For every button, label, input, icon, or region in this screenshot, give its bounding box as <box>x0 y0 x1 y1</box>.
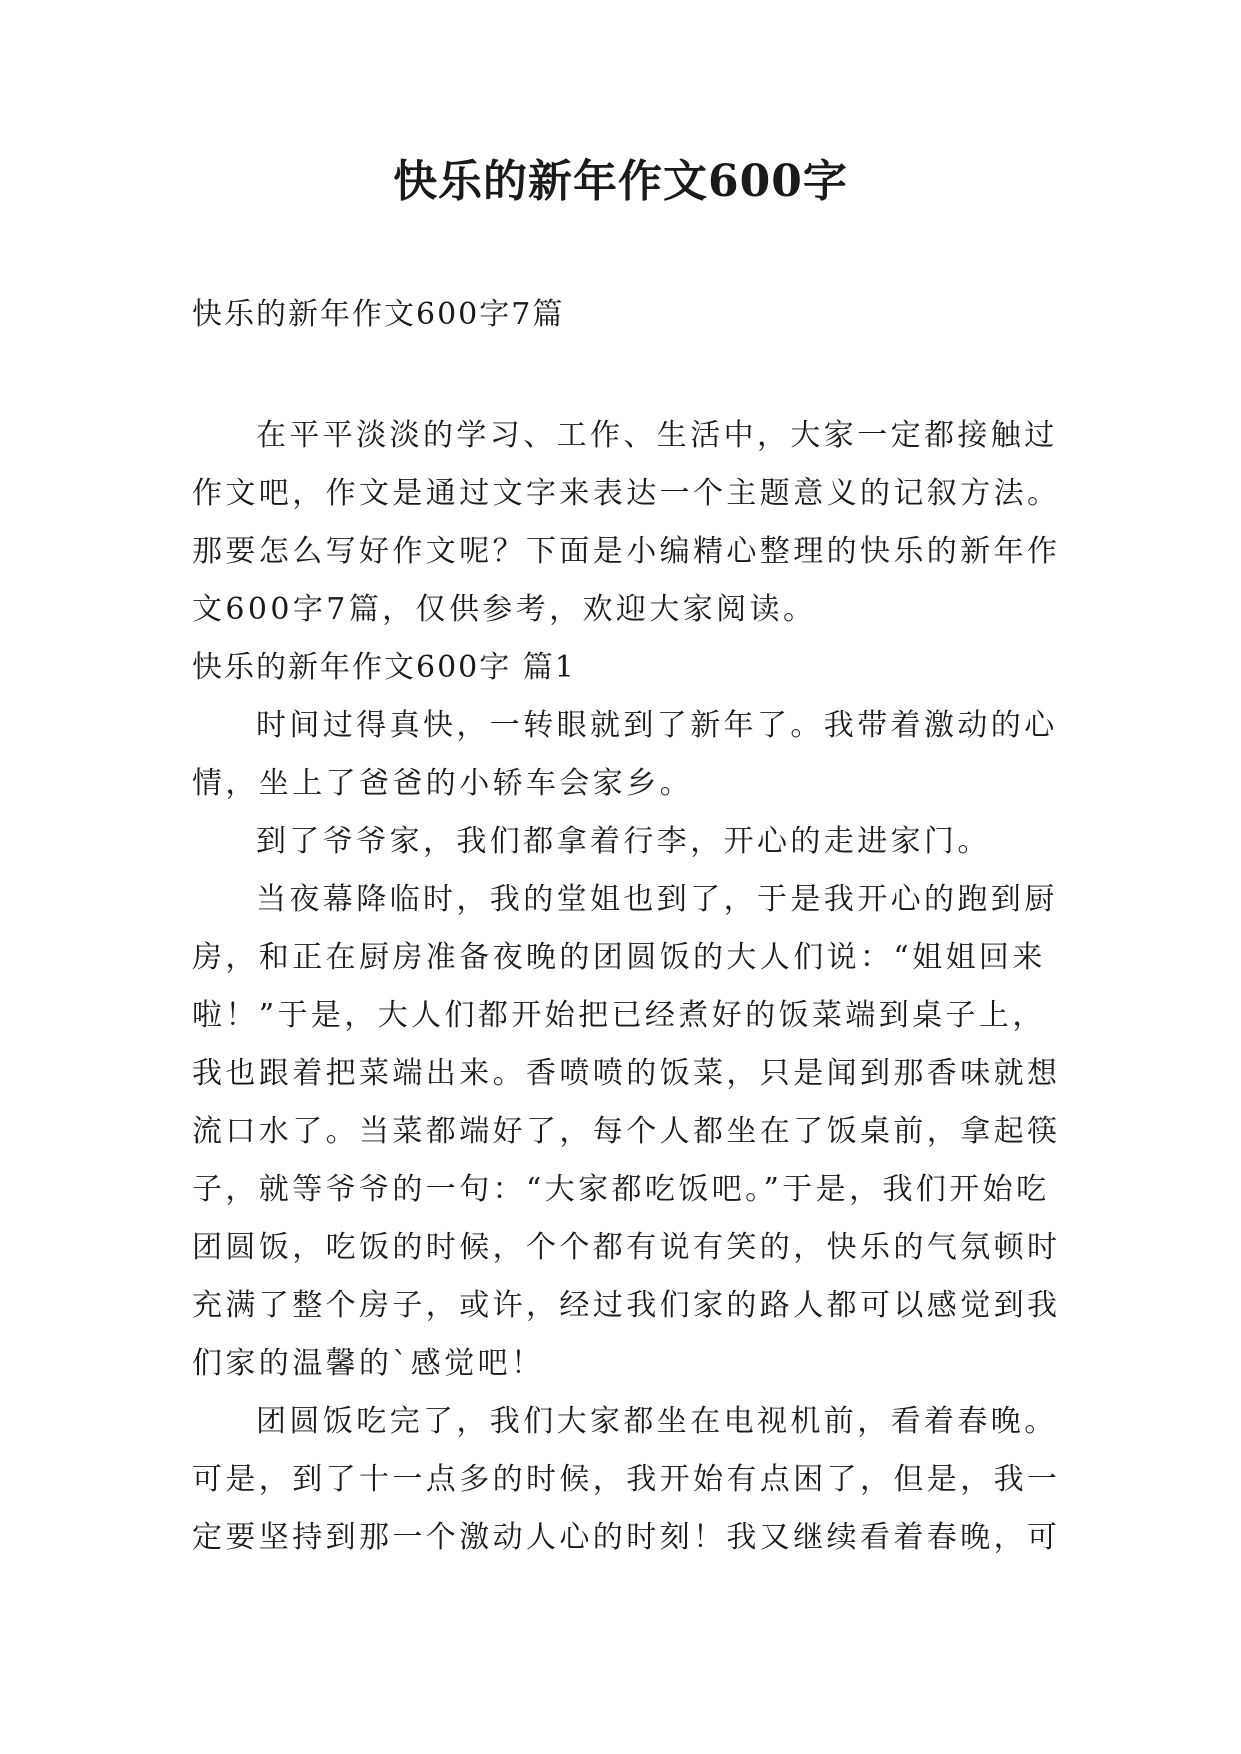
document-title: 快乐的新年作文600字 <box>393 156 848 207</box>
document-body <box>192 407 1072 1567</box>
body-paragraph: 团圆饭吃完了，我们大家都坐在电视机前，看着春晚。可是，到了十一点多的时候，我开始有点困了，但是，我一定要坚持到那一个激动人心的时刻！我又继续看着春晚，可 <box>192 1404 1061 1555</box>
section-heading: 快乐的新年作文600字 篇1 <box>192 650 576 685</box>
body-paragraph: 到了爷爷家，我们都拿着行李，开心的走进家门。 <box>256 824 991 859</box>
intro-paragraph: 在平平淡淡的学习、工作、生活中，大家一定都接触过作文吧，作文是通过文字来表达一个主题意义的记叙方法。那要怎么写好作文呢？下面是小编精心整理的快乐的新年作文600字7篇，仅供参考，欢迎大家阅读。 <box>192 418 1061 627</box>
document-subtitle: 快乐的新年作文600字7篇 <box>192 297 565 332</box>
body-paragraph: 时间过得真快，一转眼就到了新年了。我带着激动的心情，坐上了爸爸的小轿车会家乡。 <box>192 708 1058 801</box>
body-paragraph: 当夜幕降临时，我的堂姐也到了，于是我开心的跑到厨房，和正在厨房准备夜晚的团圆饭的大人们说：“姐姐回来啦！”于是，大人们都开始把已经煮好的饭菜端到桌子上，我也跟着把菜端出来。香喷喷的饭菜，只是闻到那香味就想流口水了。当菜都端好了，每个人都坐在了饭桌前，拿起筷子，就等爷爷的一句：“大家都吃饭吧。”于是，我们开始吃团圆饭，吃饭的时候，个个都有说有笑的，快乐的气氛顿时充满了整个房子，或许，经过我们家的路人都可以感觉到我们家的温馨的`感觉吧！ <box>192 882 1061 1381</box>
